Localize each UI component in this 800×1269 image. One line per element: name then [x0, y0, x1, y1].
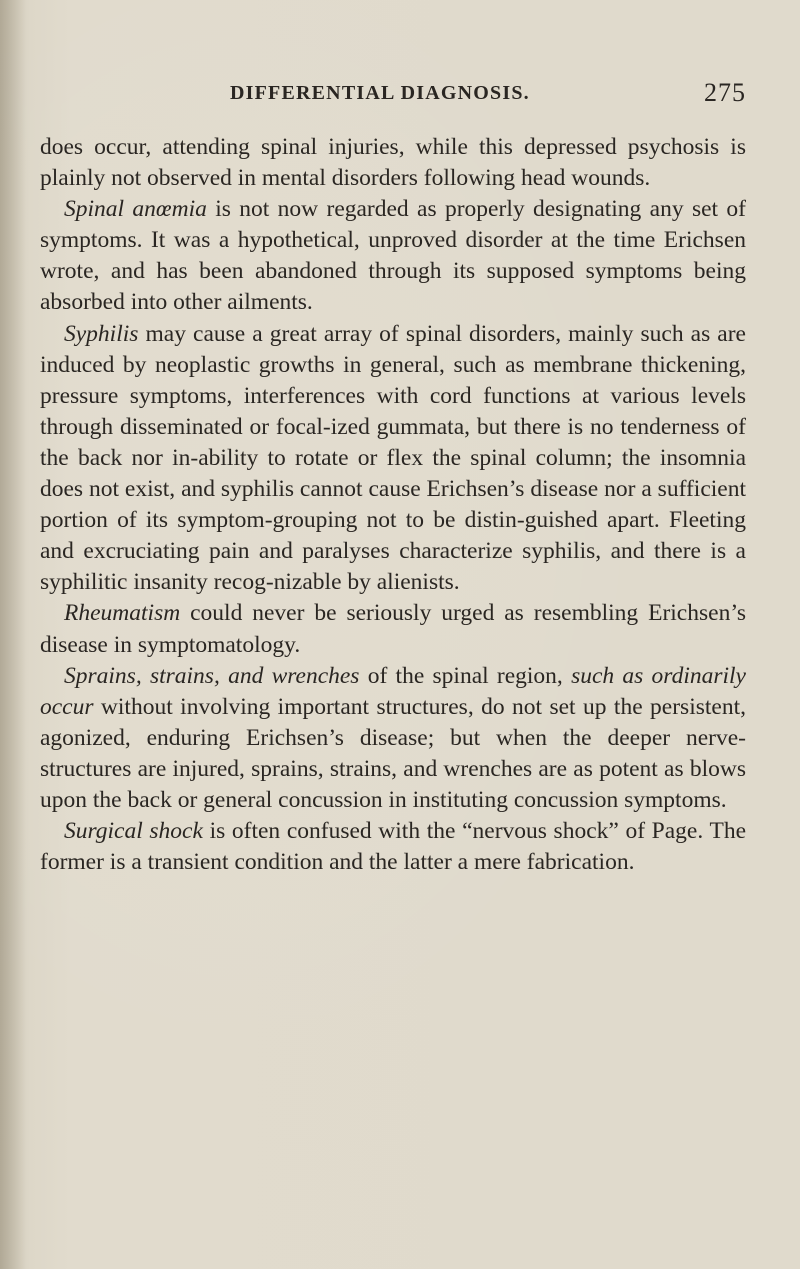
paragraph-lead-term: Syphilis: [64, 320, 139, 347]
paragraph-lead-term: Surgical shock: [64, 818, 203, 845]
paragraph-sprains: [40, 661, 746, 816]
paragraph-text: is often confused with the “nervous shock” of Page. The former is a transient condition and the latter a mere fabrication.: [40, 818, 746, 876]
paragraph-text-mid: of the spinal region,: [359, 662, 572, 689]
paragraph-text: without involving important structures, do not set up the persistent, agonized, enduring Erichsen’s disease; but when the deeper nerve-structures are injured, sprains, strains, and wrenches are as potent as blows upon the back or general concussion in instituting concussion symptoms.: [40, 693, 746, 813]
page-number: 275: [704, 78, 746, 107]
paragraph-continuation: [40, 132, 746, 194]
paragraph-spinal-anaemia: [40, 194, 746, 318]
paragraph-text: is not now regarded as properly designating any set of symptoms. It was a hypothetical, unproved disorder at the time Erichsen wrote, and has been abandoned through its supposed symptoms being absorbed into other ailments.: [40, 196, 747, 316]
paragraph-text: may cause a great array of spinal disorders, mainly such as are induced by neoplastic growths in general, such as membrane thickening, pressure symptoms, interferences with cord functions at various levels through disseminated or focal-ized gummata, but there is no tenderness of the back nor in-ability to rotate or flex the spinal column; the insomnia does not exist, and syphilis cannot cause Erichsen’s disease nor a sufficient portion of its symptom-grouping not to be distin-guished apart. Fleeting and excruciating pain and paralyses characterize syphilis, and there is a syphilitic insanity recog-nizable by alienists.: [40, 320, 746, 596]
gutter-shadow: [0, 0, 26, 1269]
running-title: DIFFERENTIAL DIAGNOSIS.: [230, 82, 530, 104]
paragraph-lead-term: Rheumatism: [64, 600, 181, 627]
paragraph-rheumatism: [40, 598, 746, 660]
paragraph-lead-term: Sprains, strains, and wrenches: [64, 662, 360, 689]
paragraph-lead-term: Spinal anœmia: [64, 196, 207, 223]
body-text: [40, 132, 746, 878]
running-head: [40, 78, 746, 112]
paragraph-text: could never be seriously urged as resembling Erichsen’s disease in symptomatology.: [40, 600, 746, 658]
paragraph-text: does occur, attending spinal injuries, while this depressed psychosis is plainly not observed in mental disorders following head wounds.: [40, 134, 746, 192]
paragraph-surgical-shock: [40, 816, 746, 878]
paragraph-syphilis: [40, 319, 746, 599]
paragraph-italic-phrase: such as ordinarily occur: [40, 662, 746, 720]
